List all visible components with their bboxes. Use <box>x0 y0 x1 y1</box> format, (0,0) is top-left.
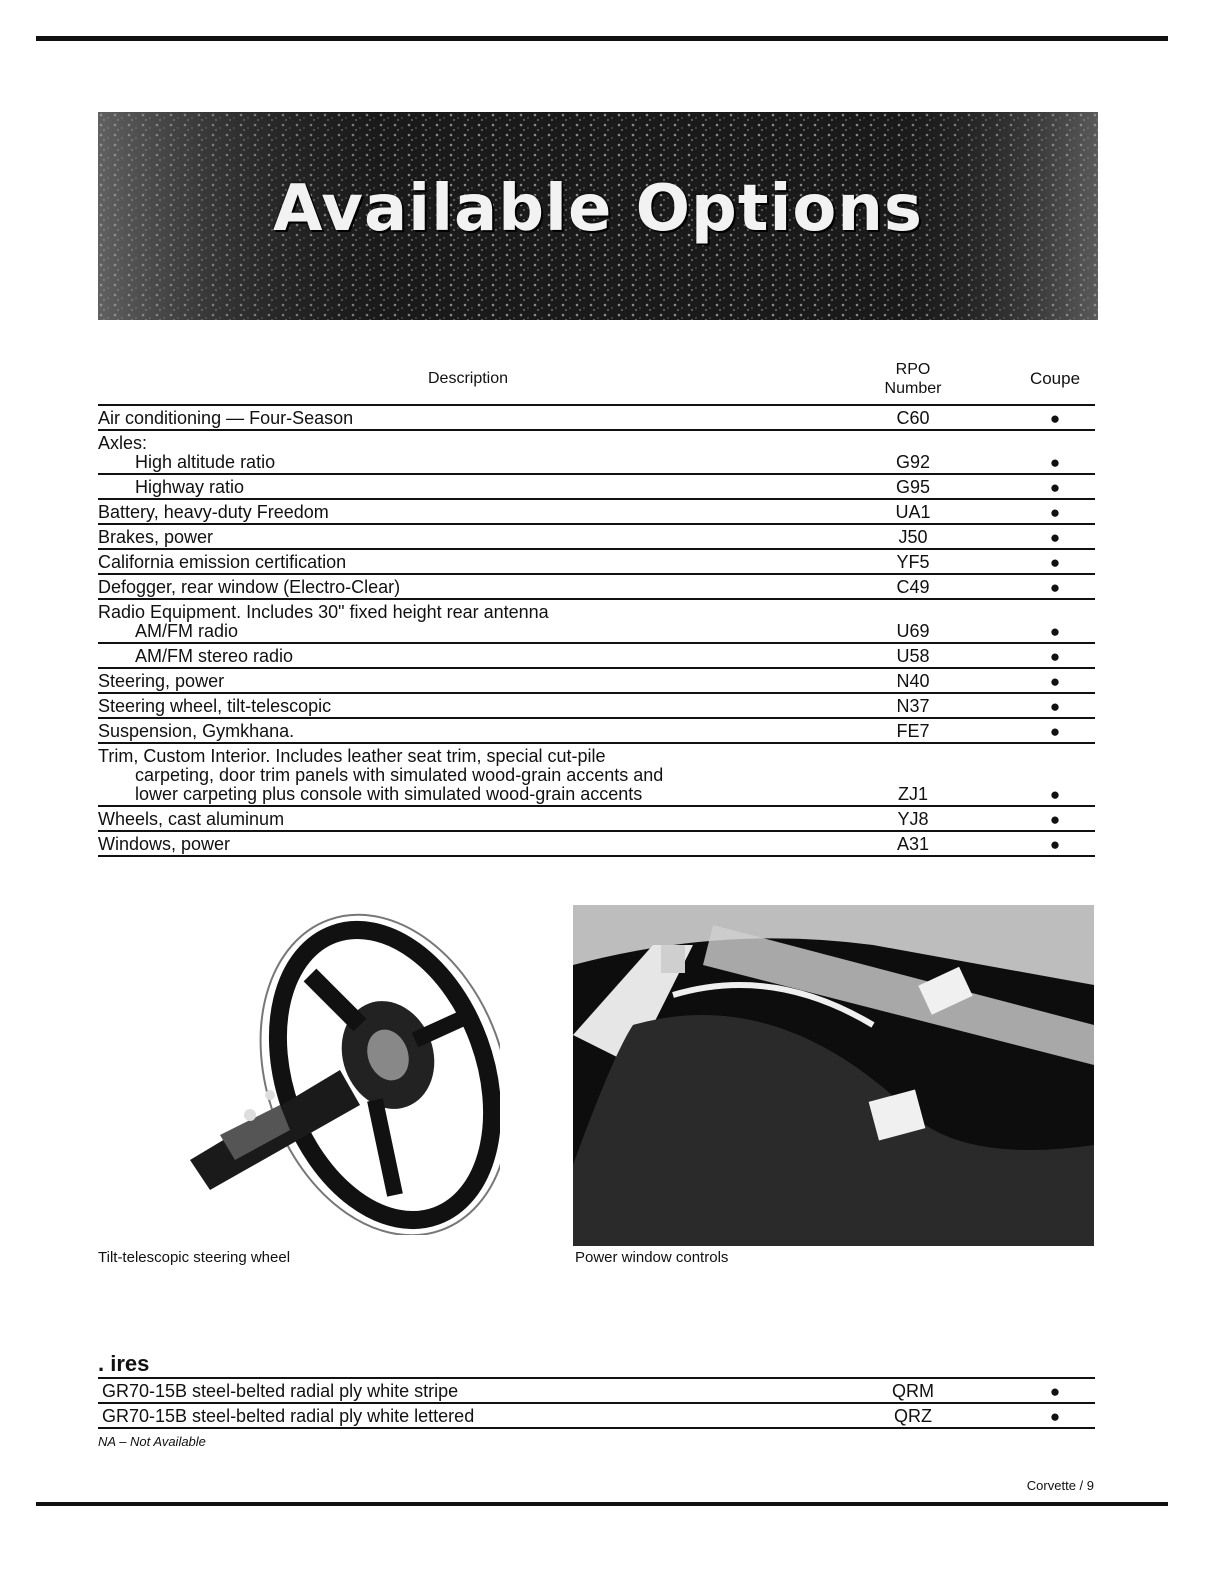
option-description-line: Battery, heavy-duty Freedom <box>98 502 329 522</box>
option-description-line: Air conditioning — Four-Season <box>98 408 354 428</box>
option-row <box>98 500 1095 525</box>
option-row <box>98 525 1095 550</box>
option-rpo: C60 <box>896 408 930 428</box>
option-rpo: YJ8 <box>897 809 929 829</box>
coupe-availability-dot: ● <box>1049 409 1061 428</box>
options-banner <box>98 112 1098 320</box>
option-rpo: G92 <box>895 452 931 472</box>
header-rpo-line2: Number <box>884 380 942 397</box>
option-rpo: G95 <box>895 477 931 497</box>
option-description-line: Steering wheel, tilt-telescopic <box>98 696 332 716</box>
coupe-availability-dot: ● <box>1049 478 1061 497</box>
tire-rows <box>98 1379 1095 1429</box>
option-description-line: Wheels, cast aluminum <box>98 809 285 829</box>
option-rpo: YF5 <box>896 552 930 572</box>
steering-wheel-illustration <box>160 905 500 1235</box>
option-description-line: Axles: <box>98 433 148 453</box>
option-row <box>98 600 1095 644</box>
coupe-availability-dot: ● <box>1049 578 1061 597</box>
option-description-line: Radio Equipment. Includes 30" fixed height rear antenna <box>98 602 549 622</box>
options-header <box>98 356 1095 406</box>
coupe-availability-dot: ● <box>1049 622 1061 641</box>
option-row <box>98 644 1095 669</box>
option-rpo: J50 <box>898 527 928 547</box>
steering-wheel-photo <box>160 905 500 1235</box>
coupe-availability-dot: ● <box>1049 672 1061 691</box>
option-rpo: FE7 <box>896 721 930 741</box>
option-description-line: Highway ratio <box>135 477 245 497</box>
page-number: Corvette / 9 <box>1026 1478 1094 1493</box>
tire-row <box>98 1379 1095 1404</box>
option-rows <box>98 406 1095 857</box>
coupe-availability-dot: ● <box>1049 503 1061 522</box>
banner-title: Available Options <box>272 172 924 246</box>
option-row <box>98 669 1095 694</box>
option-row <box>98 694 1095 719</box>
header-rpo <box>868 360 958 398</box>
option-row <box>98 719 1095 744</box>
tire-description: GR70-15B steel-belted radial ply white stripe <box>102 1381 459 1401</box>
option-description-line: High altitude ratio <box>135 452 276 472</box>
coupe-availability-dot: ● <box>1049 453 1061 472</box>
coupe-availability-dot: ● <box>1049 553 1061 572</box>
tires-title: . ires <box>98 1352 1095 1379</box>
option-description-line: Trim, Custom Interior. Includes leather seat trim, special cut-pile <box>98 746 606 766</box>
coupe-availability-dot: ● <box>1049 528 1061 547</box>
tires-section <box>98 1352 1095 1449</box>
option-row <box>98 744 1095 807</box>
header-rpo-line1: RPO <box>895 361 931 378</box>
option-row <box>98 406 1095 431</box>
option-rpo: UA1 <box>895 502 931 522</box>
coupe-availability-dot: ● <box>1049 1407 1061 1426</box>
option-description-line: Steering, power <box>98 671 225 691</box>
coupe-availability-dot: ● <box>1049 810 1061 829</box>
bottom-rule <box>36 1502 1168 1506</box>
option-description-line: California emission certification <box>98 552 347 572</box>
top-rule <box>36 36 1168 41</box>
tire-row <box>98 1404 1095 1429</box>
tire-rpo: QRM <box>892 1381 934 1401</box>
power-window-illustration <box>573 905 1094 1246</box>
option-rpo: U58 <box>896 646 930 666</box>
option-rpo: C49 <box>896 577 930 597</box>
option-row <box>98 550 1095 575</box>
option-row <box>98 475 1095 500</box>
coupe-availability-dot: ● <box>1049 697 1061 716</box>
option-rpo: N40 <box>896 671 930 691</box>
na-note: NA – Not Available <box>98 1434 206 1449</box>
coupe-availability-dot: ● <box>1049 785 1061 804</box>
coupe-availability-dot: ● <box>1049 722 1061 741</box>
power-window-photo <box>573 905 1094 1246</box>
window-caption: Power window controls <box>575 1249 729 1266</box>
option-description-line: Defogger, rear window (Electro-Clear) <box>98 577 401 597</box>
option-rpo: N37 <box>896 696 930 716</box>
option-row <box>98 832 1095 857</box>
option-rpo: ZJ1 <box>897 784 928 804</box>
header-coupe: Coupe <box>1029 369 1081 388</box>
wheel-caption: Tilt-telescopic steering wheel <box>98 1249 291 1266</box>
option-row <box>98 807 1095 832</box>
option-description-line: lower carpeting plus console with simulated wood-grain accents <box>135 784 643 804</box>
option-rpo: U69 <box>896 621 930 641</box>
coupe-availability-dot: ● <box>1049 647 1061 666</box>
option-row <box>98 575 1095 600</box>
option-description-line: AM/FM radio <box>135 621 239 641</box>
option-description-line: carpeting, door trim panels with simulated wood-grain accents and <box>135 765 664 785</box>
option-description-line: AM/FM stereo radio <box>135 646 294 666</box>
option-row <box>98 431 1095 475</box>
option-description-line: Suspension, Gymkhana. <box>98 721 295 741</box>
header-description: Description <box>427 370 509 387</box>
coupe-availability-dot: ● <box>1049 1382 1061 1401</box>
tire-description: GR70-15B steel-belted radial ply white lettered <box>102 1406 475 1426</box>
options-table <box>98 356 1095 857</box>
option-description-line: Windows, power <box>98 834 231 854</box>
tire-rpo: QRZ <box>894 1406 932 1426</box>
option-description-line: Brakes, power <box>98 527 214 547</box>
option-rpo: A31 <box>896 834 930 854</box>
coupe-availability-dot: ● <box>1049 835 1061 854</box>
